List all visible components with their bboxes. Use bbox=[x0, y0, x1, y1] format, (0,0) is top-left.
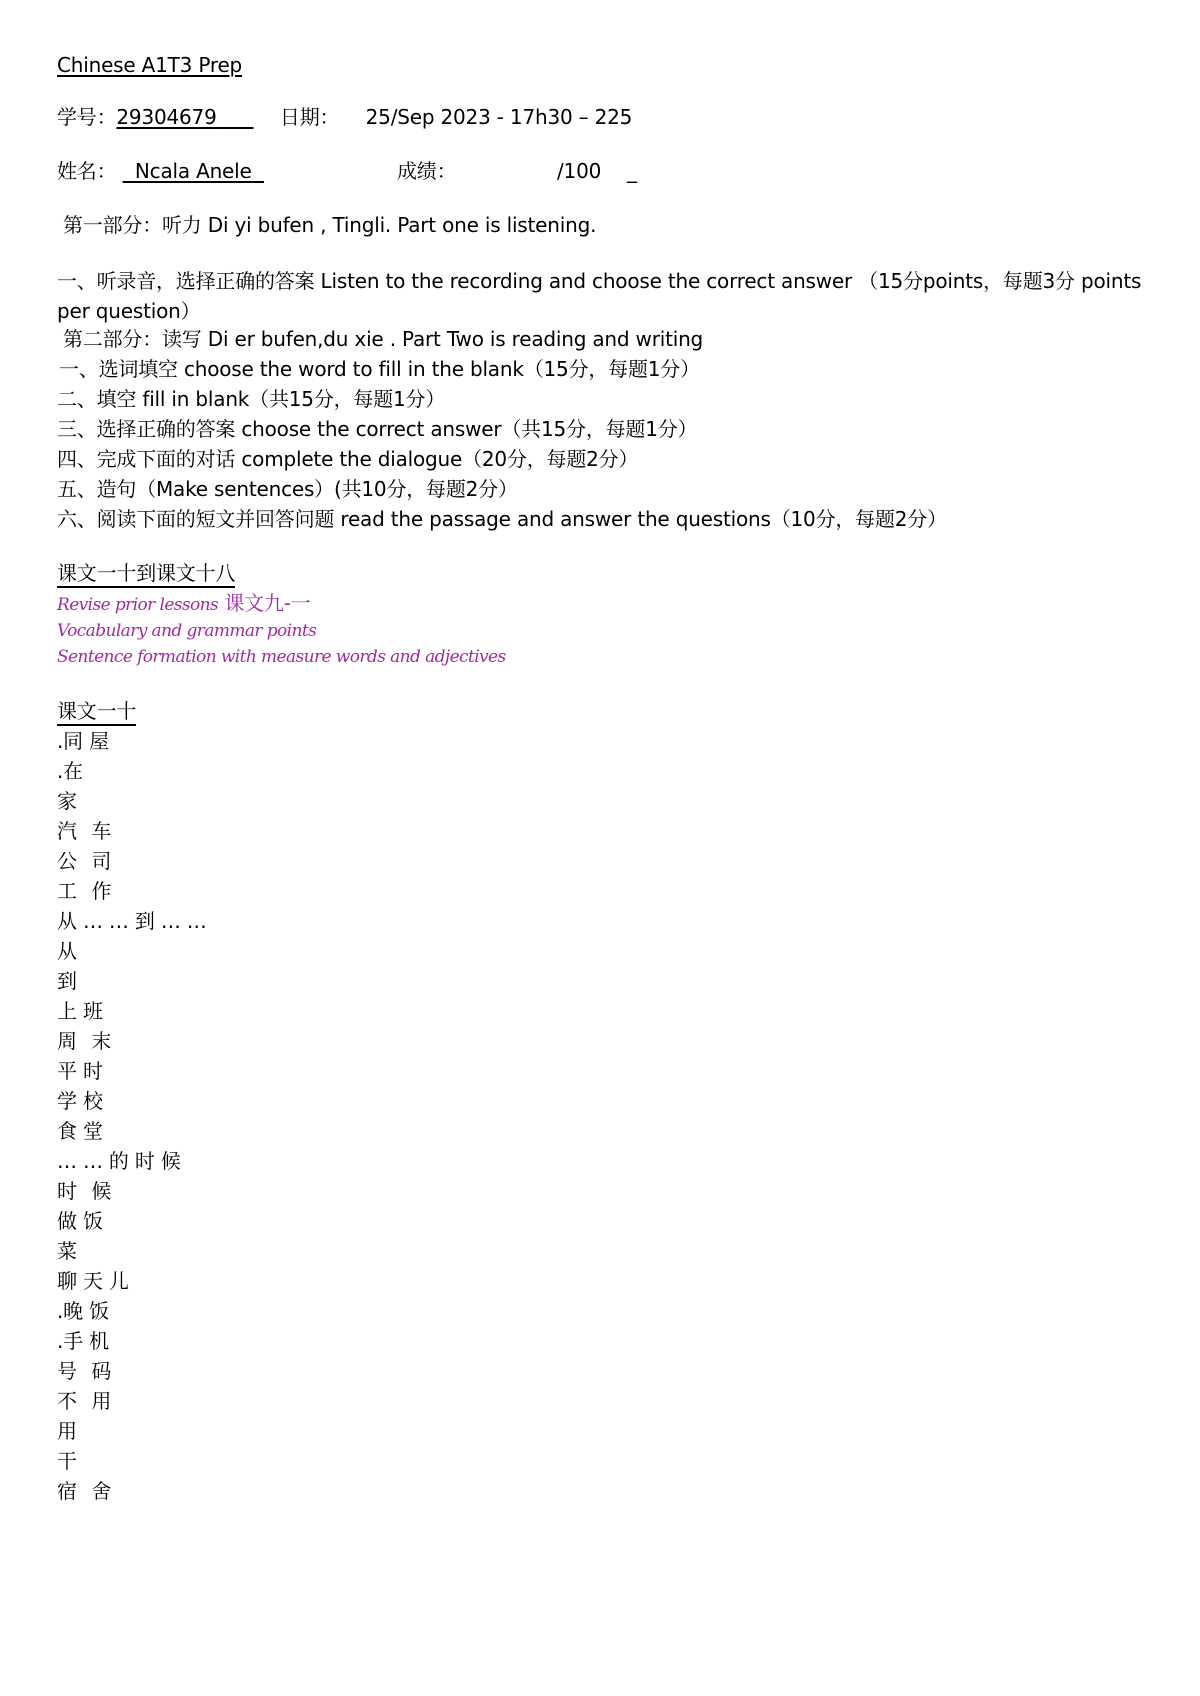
part-two-item-1: 一、选词填空 choose the word to fill in the blank（15分，每题1分） bbox=[59, 357, 700, 381]
part-two-item-4: 四、完成下面的对话 complete the dialogue（20分，每题2分） bbox=[57, 447, 639, 471]
vocab-item: 干 bbox=[57, 1449, 77, 1473]
score-blank: _ bbox=[627, 159, 637, 183]
vocab-item: 到 bbox=[57, 969, 77, 993]
vocab-item: 平 时 bbox=[57, 1059, 103, 1083]
name-row bbox=[57, 158, 264, 184]
vocab-item: .同 屋 bbox=[57, 729, 109, 753]
vocab-item: 食 堂 bbox=[57, 1119, 103, 1143]
part-two-item-5: 五、造句（Make sentences）(共10分，每题2分） bbox=[57, 477, 518, 501]
revise-note-en: Revise prior lessons bbox=[57, 595, 219, 615]
vocab-item: … … 的 时 候 bbox=[57, 1149, 181, 1173]
date-value: 25/Sep 2023 - 17h30 – 225 bbox=[365, 105, 633, 129]
date-label: 日期： bbox=[279, 105, 340, 129]
part-two-item-6: 六、阅读下面的短文并回答问题 read the passage and answer the questions（10分，每题2分） bbox=[57, 507, 947, 531]
sentence-note: Sentence formation with measure words and adjectives bbox=[57, 647, 506, 667]
vocab-item: 汽 车 bbox=[57, 819, 116, 843]
vocab-item: 宿 舍 bbox=[57, 1479, 116, 1503]
vocab-item: 工 作 bbox=[57, 879, 116, 903]
part-two-item-2: 二、填空 fill in blank（共15分，每题1分） bbox=[57, 387, 446, 411]
vocab-item: 做 饭 bbox=[57, 1209, 103, 1233]
lesson-range-heading: 课文一十到课文十八 bbox=[57, 560, 235, 586]
document-title: Chinese A1T3 Prep bbox=[57, 53, 243, 77]
vocab-item: 公 司 bbox=[57, 849, 116, 873]
vocab-item: 号 码 bbox=[57, 1359, 116, 1383]
vocab-item: 家 bbox=[57, 789, 77, 813]
score-label: 成绩： bbox=[397, 159, 457, 183]
student-id-value: 29304679 bbox=[116, 105, 217, 129]
vocab-item: 学 校 bbox=[57, 1089, 103, 1113]
vocab-item: 不 用 bbox=[57, 1389, 116, 1413]
vocab-item: .在 bbox=[57, 759, 83, 783]
vocab-item: 菜 bbox=[57, 1239, 77, 1263]
score-value: /100 bbox=[557, 159, 602, 183]
student-id-row bbox=[57, 104, 632, 130]
part-one-heading: 第一部分：听力 Di yi bufen , Tingli. Part one is listening. bbox=[63, 213, 597, 237]
vocab-item: 从 bbox=[57, 939, 77, 963]
vocab-item: 用 bbox=[57, 1419, 77, 1443]
vocab-item: .手 机 bbox=[57, 1329, 109, 1353]
part-one-item: 一、听录音，选择正确的答案 Listen to the recording and choose the correct answer （15分points，每题3分 points per question） bbox=[57, 269, 1142, 323]
vocab-item: 聊 天 儿 bbox=[57, 1269, 129, 1293]
student-id-label: 学号： bbox=[57, 105, 117, 129]
revise-note-cn: 课文九-一 bbox=[224, 591, 311, 615]
vocab-note: Vocabulary and grammar points bbox=[57, 621, 317, 641]
name-label: 姓名： bbox=[57, 159, 117, 183]
name-value: Ncala Anele bbox=[134, 159, 252, 183]
vocab-item: 从 … … 到 … … bbox=[57, 909, 207, 933]
document-page bbox=[57, 0, 1157, 1696]
part-two-heading: 第二部分：读写 Di er bufen,du xie . Part Two is reading and writing bbox=[63, 327, 704, 351]
vocab-item: .晚 饭 bbox=[57, 1299, 109, 1323]
vocab-item: 时 候 bbox=[57, 1179, 116, 1203]
part-two-item-3: 三、选择正确的答案 choose the correct answer（共15分，每题1分） bbox=[57, 417, 698, 441]
vocab-item: 周 末 bbox=[57, 1029, 116, 1053]
lesson-heading: 课文一十 bbox=[57, 698, 136, 724]
vocab-item: 上 班 bbox=[57, 999, 103, 1023]
revise-note bbox=[57, 590, 311, 618]
